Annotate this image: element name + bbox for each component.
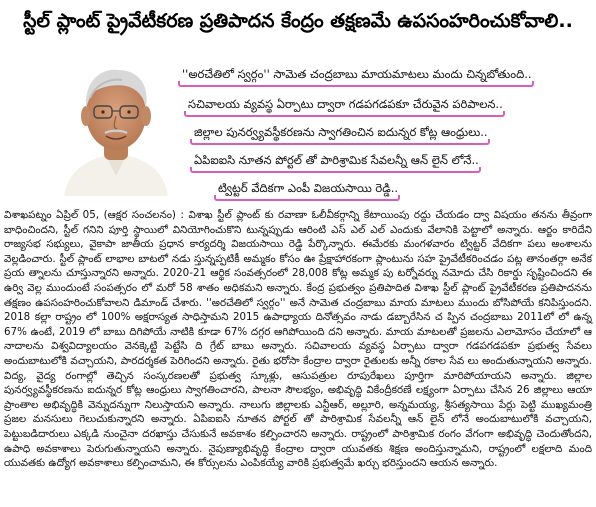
article-text: విశాఖ స్టీల్ ప్లాంట్ కు రవాణా ఓలీవీకర్గాన్ని కేటాయింపు రద్దు చేయడం ద్వా విషయం తనను తీవ్రంగా బాధించిందని, స్టీల్ గనిని పూర్తి స్థాయిలో వినియోగించుకొని టున్నప్పుడు ఆరింటి ఎస్ ఎల్ ఎల్ ఎందుకు వేలానికి పెట్టాలో అన్నారు. ఆర్జం కారిదేని రాజ్యసభ సభ్యులు, వైకాపా జాతీయ ప్రధాన కార్యదర్శి విజయసాయి రెడ్డి పేర్కొన్నారు. ఈమేరకు మంగళవారం ట్విట్టర్ వేదికగా పలు అంశాలను వెల్లడించారు. స్టీల్ ప్లాంట్ లాభాల బాటలో నడు స్తున్నప్పటికీ అమ్మకం కోసం ఊ ప్రేక్షాహారకంగా ప్లాంటును సహ ప్రైవేటీకరించడం పట్ల తానంతర్గా అనేక ప్రయ త్నాలను చూస్తున్నారని అన్నారు. 2020-21 ఆర్థిక సంవత్సరంలో 28,008 కోట్ల అమ్మక పు టర్నోవర్ను నమోదు చేసి రికార్డు సృష్టించిందని ఈ ఉర్వి వెల్ల ముందుంటే సంపత్సరం లో మరో 58 శాతం అధికమని అన్నారు. కేంద్ర ప్రభుత్వం ప్రతిపాదిత విశాఖ స్టీల్ ప్లాంట్ ప్రైవేటీకరణ ప్రతిపాదనను తక్షణం ఉపసంహరించుకోవాలని డిమాండ్ చేశారు. ''అరచేతిలో స్వర్గం'' అనే సామెత చంద్రబాబు మాయ మాటలు ముందు బోసిపోయే కనిపిస్తుందని. 2018 కల్లా రాష్ట్రం లో 100% అక్షరాస్యత సాధిస్తామని 2015 ఉపాధ్యాయ దినోత్సవం నాడు డబ్బారేసిన చ ప్పిన చంద్రబాబు 2011లో లో ఉన్న 67% ఉంటే, 2019 లో బాబు దిగిపోయే నాటికి కూడా 67% దగ్గర ఆగిపోయింది దని అన్నారు. మాయ మాటలతో ప్రజలను ఎలామోసం చేయాలో ఆ నాదాలను విశ్వవిద్యాలయం వెనక్కెట్టి పెట్టేసి ది గ్రేట్ బాబు అన్నారు. సచివాలయ వ్యవస్థ ఏర్పాటు ద్వారా గడపగడపకూ ప్రభుత్వ సేవలు అందుబాటులోకి వచ్చాయని, పారదర్శకత పెరిగిందని అన్నారు. రైతు భరోసా కేంద్రాల ద్వారా రైతులకు అన్నీ రకాల సేవ లు అందుతున్నాయని అన్నారు. విద్య, వైద్య రంగాల్లో తెచ్చిన సంస్కరణలతో ప్రభుత్వ స్కూళ్లు, ఆసుపత్రుల రూపురేఖలు పూర్తిగా మారిపోయాయని అన్నారు. జిల్లాల పునర్వ్యవస్థీకరణను ఐదున్నర కోట్ల ఆంధ్రులు స్వాగతించారని, పాలనా సౌలభ్యం, అభివృద్ధి వికేంద్రీకరణే లక్ష్యంగా ఏర్పాటు చేసిన 26 జిల్లాలు ఆయా ప్రాంతాల అభివృద్ధికి వెన్నుదన్నుగా నిలుస్తాయని అన్నారు. నాలుగు జిల్లాలకు ఎన్టీఆర్, అల్లూరి, అన్నమయ్య, శ్రీసత్యసాయి పేర్లు పెట్టి ముఖ్యమంత్రి ప్రజల మనసులు గెలుచుకున్నారని అన్నారు. ఏపిఐఐసి నూతన పోర్టల్ తో పారిశ్రామిక సేవలన్నీ ఆన్ లైన్ లోనే అందుబాటులోకి వచ్చాయని, పెట్టుబడిదారులు ఎక్కడి నుంచైనా దరఖాస్తు చేసుకునే అవకాశం కల్పించారని అన్నారు. రాష్ట్రంలో పారిశ్రామిక రంగం వేగంగా అభివృద్ధి చెందుతోందని, ఉపాధి అవకాశాలు పెరుగుతున్నాయని అన్నారు. నైపుణ్యాభివృద్ధి కేంద్రాల ద్వారా యువతకు శిక్షణ అందిస్తున్నామని, రాష్ట్రంలో లక్షలాది మంది యువతకు ఉద్యోగ అవకాశాలు కల్పించామని, ఈ కోర్సులను ఎంపికయ్యే వారికి ప్రభుత్వమే ఖర్చు భరిస్తుందని ఆయన అన్నారు. <box>4 209 592 470</box>
headline: స్టీల్ ప్లాంట్ ప్రైవేటీకరణ ప్రతిపాదన కేంద్రం తక్షణమే ఉపసంహరించుకోవాలి.. <box>23 10 573 32</box>
article-body <box>4 208 592 471</box>
highlight-item: సచివాలయ వ్యవస్థ ఏర్పాటు ద్వారా గడపగడపకూ చేరువైన పరిపాలన.. <box>184 96 505 117</box>
portrait-image <box>60 58 172 196</box>
highlight-item: ''అరచేతిలో స్వర్గం'' సామెత చంద్రబాబు మాయమాటలు మందు చిన్నబోతుంది.. <box>178 66 534 87</box>
highlight-item: ట్విట్టర్ వేదికగా ఎంపీ విజయసాయి రెడ్డి.. <box>214 180 400 201</box>
portrait-photo <box>60 58 172 196</box>
highlight-item: ఏపిఐఐసి నూతన పోర్టల్ తో పారిశ్రామిక సేవలన్నీ ఆన్ లైన్ లోనే.. <box>190 152 481 173</box>
highlight-item: జిల్లాల పునర్వ్యవస్థీకరణను స్వాగతించిన ఐదున్నర కోట్ల ఆంధ్రులు.. <box>190 124 490 145</box>
article-dateline: విశాఖపట్నం ఏప్రిల్ 05, (ఆక్షర సంచలనం) : <box>4 209 184 221</box>
